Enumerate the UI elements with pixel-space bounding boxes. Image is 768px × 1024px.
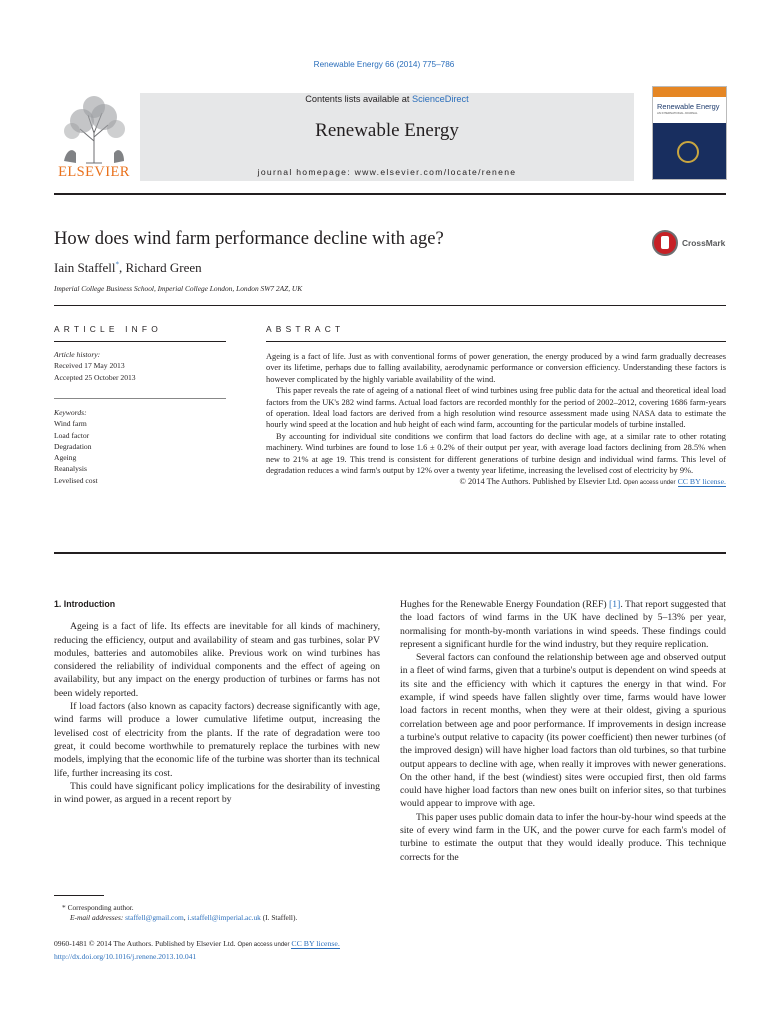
contents-available-line: [140, 94, 634, 104]
body-paragraph: [400, 598, 726, 651]
article-info-rule: [54, 341, 226, 342]
body-paragraph: Ageing is a fact of life. Its effects are inevitable for all kinds of machinery, reducing the efficiency, output and availability of steam and gas turbines, solar PV modules, batteries and automobiles alike. Previous work on wind turbines has considered the reliability of individual components and the effect of ageing on availability, but any impact on the energy production of turbines or farms has not been widely reported.: [54, 621, 380, 699]
abstract-paragraph: By accounting for individual site conditions we confirm that load factors do decline with age, at a similar rate to other rotating machinery. Wind turbines are found to lose 1.6 ± 0.2% of their output per year, with average load factors declining from 28.5% when new to 21% at age 19. This trend is consistent for different generations of turbine design and individual wind farms. This level of degradation reduces a wind farm's output by 12% over a twenty year lifetime, increasing the levelised cost of electricity by 9%.: [266, 431, 726, 476]
author-list: [54, 260, 202, 276]
journal-citation[interactable]: Renewable Energy 66 (2014) 775–786: [313, 60, 455, 69]
keyword: Degradation: [54, 441, 92, 451]
title-divider: [54, 305, 726, 306]
cover-top-band: [653, 87, 726, 97]
abstract-paragraph: Ageing is a fact of life. Just as with conventional forms of power generation, the energy produced by a wind farm gradually decreases over its lifetime, perhaps due to falling availability, aerodynamic performance or conversion efficiency. Understanding these factors is however complicated by the highly variable availability of the wind.: [266, 352, 726, 384]
journal-name: Renewable Energy: [315, 120, 459, 141]
paragraph-text: . That report suggested that the load factors of wind farms in the UK have declined by 5–13% per year, normalising for month-by-month variations in wind speeds. These findings could represent a significant hurdle for the wind industry, but they require replication.: [400, 599, 726, 650]
footnote-label: Corresponding author.: [67, 903, 134, 912]
section-heading: 1. Introduction: [54, 599, 116, 609]
history-label: Article history:: [54, 350, 101, 359]
copyright-text: © 2014 The Authors. Published by Elsevier Ltd.: [459, 477, 622, 487]
email-separator: ,: [183, 913, 188, 923]
keywords-rule: [54, 398, 226, 399]
cover-title: Renewable Energy: [657, 102, 720, 111]
body-paragraph: If load factors (also known as capacity factors) decrease significantly with age, wind farms will produce a lower cumulative lifetime output, increasing the levelised cost of electricity from the plants. If the rate of degradation were too great, it could become worthwhile to prematurely replace the turbines with new models, implying that the economic life of the turbine was shorter than its technical life, further increasing its cost.: [54, 701, 380, 779]
email-link[interactable]: staffell@gmail.com: [125, 913, 184, 923]
doi-link[interactable]: http://dx.doi.org/10.1016/j.renene.2013.10.041: [54, 952, 197, 962]
abstract-copyright: [266, 476, 726, 489]
body-paragraph: This could have significant policy implications for the desirability of investing in wind power, as argued in a recent report by: [54, 780, 380, 806]
issn-and-doi: [54, 938, 454, 963]
footnote-rule: [54, 895, 104, 896]
reference-link[interactable]: [1]: [609, 599, 621, 610]
crossmark-label: CrossMark: [682, 238, 726, 248]
header-divider: [54, 193, 726, 195]
cover-emblem-icon: [677, 141, 699, 163]
crossmark-badge[interactable]: [652, 230, 732, 258]
keyword: Wind farm: [54, 419, 87, 429]
contents-prefix: Contents lists available at: [305, 94, 413, 104]
article-title: How does wind farm performance decline with age?: [54, 228, 444, 249]
abstract-paragraph: This paper reveals the rate of ageing of a national fleet of wind turbines using free public data for the actual and theoretical ideal load factors from the UK's 282 wind farms. Actual load factors are recorded monthly for the period of 2002–2012, covering 1686 farm-years of operation. Ideal load factors are derived from a high resolution wind resource assessment made using NASA data to estimate the hourly wind speed at the location and hub height of each wind farm, accounting for the particular models of turbine installed.: [266, 386, 726, 430]
journal-cover-thumbnail[interactable]: [652, 86, 727, 180]
abstract-heading: ABSTRACT: [266, 324, 345, 334]
open-access-label: Open access under: [623, 480, 676, 487]
cover-subtitle: AN INTERNATIONAL JOURNAL: [657, 111, 698, 116]
keyword: Levelised cost: [54, 475, 98, 485]
article-history: [54, 349, 226, 383]
footnote-mark: *: [62, 903, 66, 912]
issn-text: 0960-1481 © 2014 The Authors. Published by Elsevier Ltd.: [54, 939, 236, 948]
received-date: Received 17 May 2013: [54, 361, 125, 371]
body-right-column: [400, 598, 726, 864]
keyword: Reanalysis: [54, 464, 87, 474]
author-name: Richard Green: [125, 260, 202, 275]
author-separator: ,: [119, 260, 126, 275]
corresponding-author-footnote: [54, 903, 384, 924]
cc-by-license-link[interactable]: CC BY license.: [291, 939, 340, 948]
sciencedirect-link[interactable]: ScienceDirect: [412, 94, 469, 104]
body-paragraph: Several factors can confound the relationship between age and observed output in a fleet of wind farms, given that a turbine's output is dependent on wind speeds at its site and the efficiency with which it captures the energy in that wind. For example, if wind speeds have fallen slightly over time, farms would have lower load factors in recent months, when they were at their oldest, giving a spurious correlation between age and poor performance. If improvements in design increase a turbine's output relative to capacity (its power coefficient) then newer turbines (of the improved design) will have higher load factors than old turbines, so that turbine output appears to decline with age, when really it improves with newer generations. On the other hand, if the best (windiest) sites were occupied first, then old farms could have higher load factors than new ones built on inferior sites, so that turbines would appear to improve with age.: [400, 652, 726, 810]
elsevier-tree-icon: [52, 93, 136, 165]
email-owner: (I. Staffell).: [260, 913, 298, 923]
article-info-heading: ARTICLE INFO: [54, 324, 162, 334]
abstract-rule: [266, 341, 726, 342]
publisher-wordmark: ELSEVIER: [58, 164, 130, 180]
abstract-divider: [54, 552, 726, 554]
abstract-text: [266, 351, 726, 490]
journal-homepage[interactable]: journal homepage: www.elsevier.com/locate/renene: [257, 167, 517, 177]
author-name: Iain Staffell: [54, 260, 116, 275]
cc-by-license-link[interactable]: CC BY license.: [677, 477, 726, 487]
footnote-line: [54, 903, 384, 913]
issn-line: [54, 938, 454, 951]
footnote-emails: [54, 913, 384, 923]
open-access-label: Open access under: [237, 942, 290, 948]
body-left-column: [54, 598, 380, 806]
keywords-block: [54, 407, 226, 486]
affiliation: Imperial College Business School, Imperial College London, London SW7 2AZ, UK: [54, 284, 303, 293]
keywords-label: Keywords:: [54, 408, 87, 417]
email-label: E-mail addresses:: [70, 913, 124, 923]
cover-blue-panel: [653, 123, 726, 179]
keyword: Ageing: [54, 453, 77, 463]
accepted-date: Accepted 25 October 2013: [54, 372, 136, 382]
keyword: Load factor: [54, 430, 90, 440]
body-paragraph: This paper uses public domain data to infer the hour-by-hour wind speeds at the site of every wind farm in the UK, and the power curve for each farm's model of turbine to estimate the output that they would ideally produce. This technique corrects for the: [400, 811, 726, 863]
elsevier-logo[interactable]: [52, 93, 136, 181]
corresponding-author-mark[interactable]: *: [115, 260, 119, 269]
paragraph-text: Hughes for the Renewable Energy Foundation (REF): [400, 599, 610, 610]
email-link[interactable]: i.staffell@imperial.ac.uk: [187, 913, 261, 923]
crossmark-icon: [652, 230, 678, 256]
